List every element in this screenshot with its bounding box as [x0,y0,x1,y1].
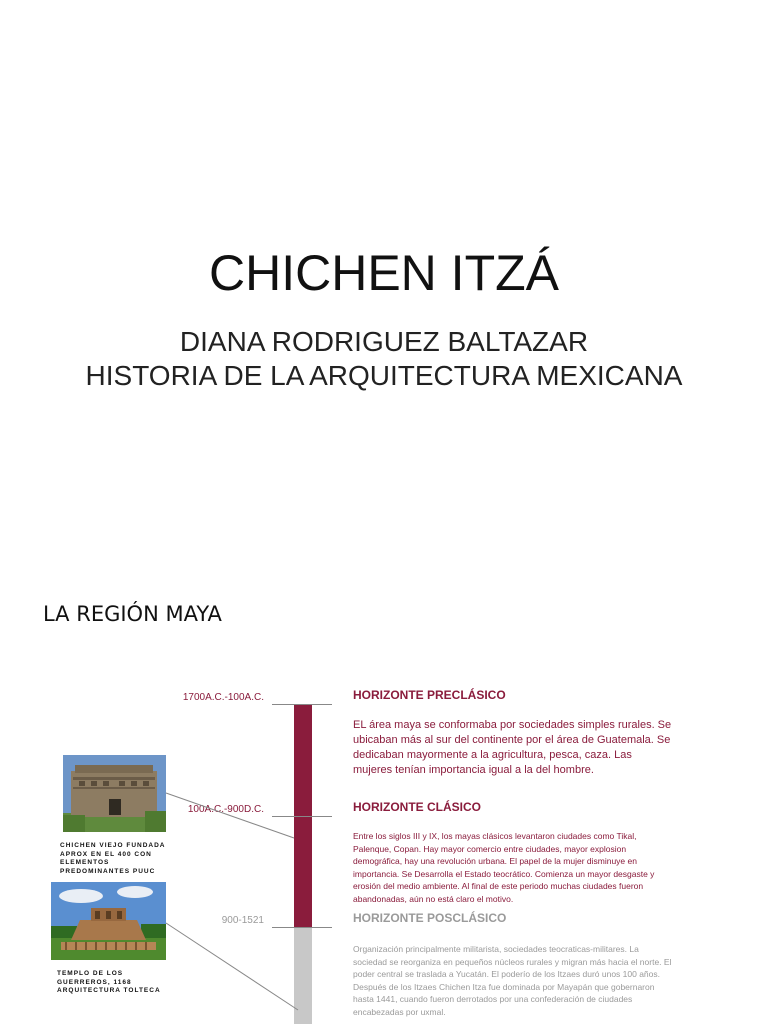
author-name: DIANA RODRIGUEZ BALTAZAR [179,326,589,357]
period-description: Organización principalmente militarista, sociedades teocraticas-militares. La sociedad se reorganiza en pequeños núcleos rurales y migran más hacia el norte. El poder central se traslada a Yucatán. El poderío de los Itzaes duró unos 100 años. Después de los Itzaes Chichen Itza fue dominada por Mayapán que gobernaron hasta 1441, cuando fueron derrotados por una confederación de ciudades encabezadas por uxmal. [353,944,672,1017]
chichen-viejo-photo [63,755,166,832]
period-date: 100A.C.-900D.C. [187,804,264,815]
presentation-title: CHICHEN ITZÁ [209,245,559,301]
photo-caption: TEMPLO DE LOS GUERREROS, 1168 ARQUITECTURA TOLTECA [57,970,161,994]
period-heading: HORIZONTE CLÁSICO [353,800,481,814]
period-date: 1700A.C.-100A.C. [182,692,264,703]
period-heading: HORIZONTE PRECLÁSICO [353,688,506,702]
period-description: EL área maya se conformaba por sociedades simples rurales. Se ubicaban más al sur del continente por el área de Guatemala. Se dedicaban mayormente a la agricultura, pesca, caza. Las mujeres tenían importancia igual a la del hombre. [353,719,672,776]
section-title: LA REGIÓN MAYA [43,602,222,626]
photo-caption: CHICHEN VIEJO FUNDADA APROX EN EL 400 CON ELEMENTOS PREDOMINANTES PUUC [60,842,166,875]
templo-guerreros-photo [51,882,166,960]
course-name: HISTORIA DE LA ARQUITECTURA MEXICANA [85,360,683,391]
period-description: Entre los siglos III y IX, los mayas clásicos levantaron ciudades como Tikal, Palenque, Copan. Hay mayor comercio entre ciudades, mayor explosion demográfica, hay una revolución urbana. El papel de la mujer disminuye en importancia. Se Desarrolla el Estado teocrático. Comienza un mayor desgaste y erosión del medio ambiente. Al final de este periodo muchas ciudades fueron abandonadas, aún no está claro el motivo. [353,831,655,904]
period-heading: HORIZONTE POSCLÁSICO [353,911,507,925]
period-date: 900-1521 [221,915,264,926]
